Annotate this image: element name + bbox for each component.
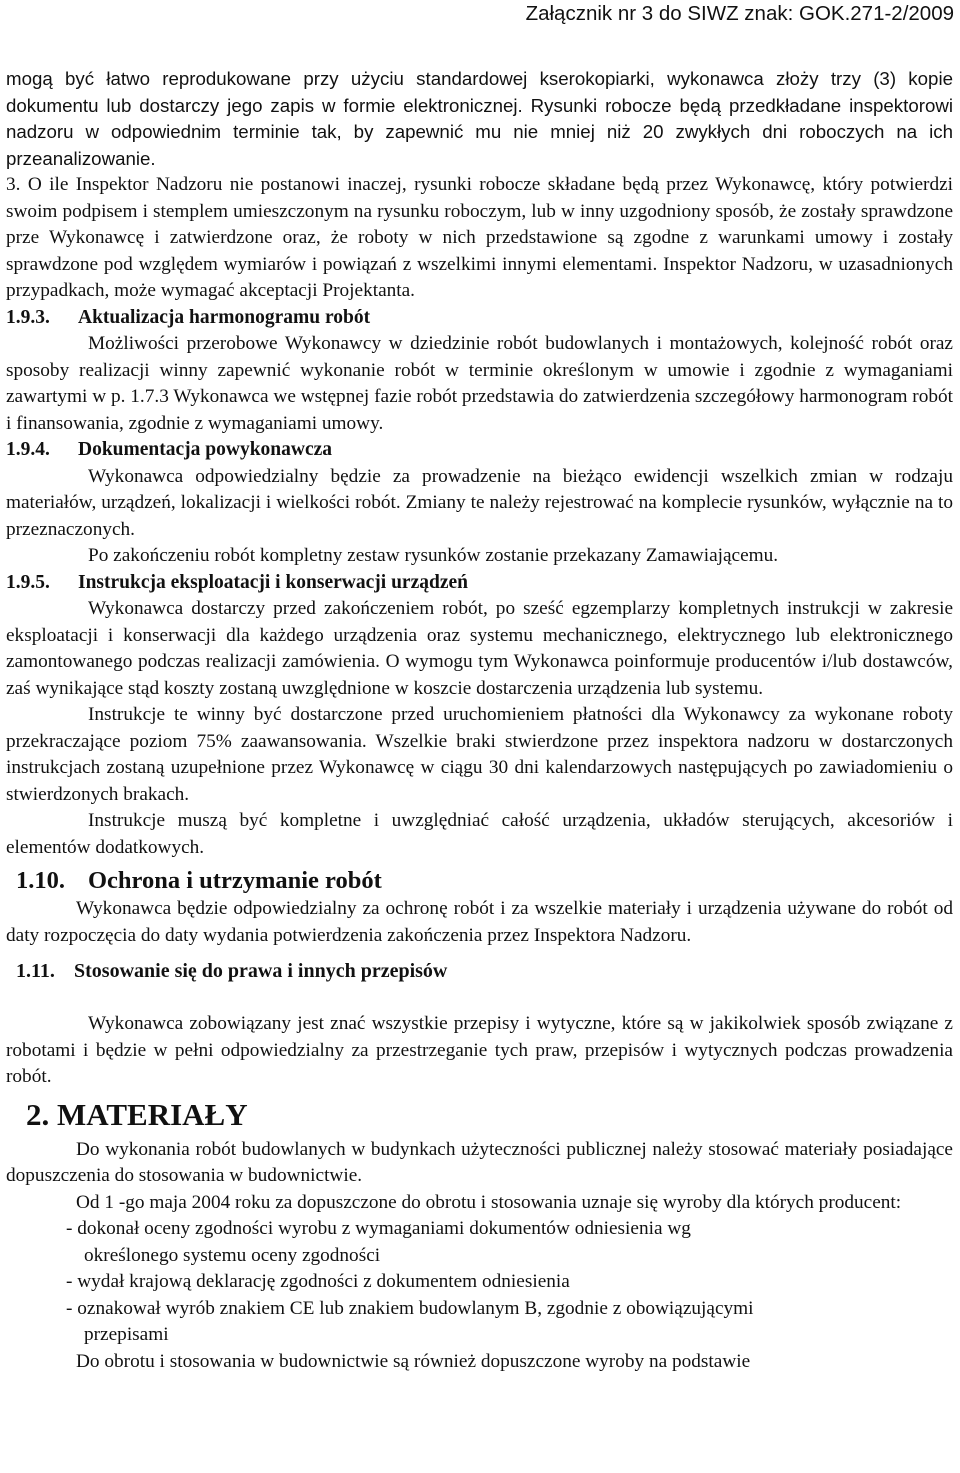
section-1-9-4-paragraph-1: Wykonawca odpowiedzialny będzie za prowadzenie na bieżąco ewidencji wszelkich zmian w rodzaju materiałów, urządzeń, lokalizacji i wielkości robót. Zmiany te należy rejestrować na komplecie rysunków, wyłącznie na to przeznaczonych. [6, 465, 953, 540]
section-number: 1.9.5. [6, 571, 50, 593]
document-body [6, 0, 953, 1375]
section-1-9-5-heading [6, 570, 953, 597]
section-title: Aktualizacja harmonogramu robót [78, 306, 371, 328]
spacer [6, 985, 953, 1011]
section-number: 1.9.3. [6, 306, 50, 328]
chapter-2-paragraph-3: Do obrotu i stosowania w budownictwie są również dopuszczone wyroby na podstawie [76, 1350, 751, 1372]
section-1-9-5-paragraph-1: Wykonawca dostarczy przed zakończeniem robót, po sześć egzemplarzy kompletnych instrukcji w zakresie eksploatacji i konserwacji dla każdego urządzenia oraz systemu mechanicznego, elektrycznego lub elektronicznego zamontowanego podczas realizacji zamówienia. O wymogu tym Wykonawca poinformuje producentów i/lub dostawców, zaś wynikające stąd koszty zostaną uwzględnione w koszcie dostarczenia urządzenia lub systemu. [6, 598, 953, 699]
point-3-text: 3. O ile Inspektor Nadzoru nie postanowi inaczej, rysunki robocze składane będą przez Wykonawcę, który potwierdzi swoim podpisem i stemplem umieszczonym na rysunku roboczym, lub w inny uzgodniony sposób, że zostały sprawdzone prze Wykonawcę i zatwierdzone oraz, że roboty w nich przedstawione są zgodne z warunkami umowy i zostały sprawdzone pod względem wymiarów i powiązań z wszelkimi innymi elementami. Inspektor Nadzoru, w uzasadnionych przypadkach, może wymagać akceptacji Projektanta. [6, 174, 953, 301]
page-header: Załącznik nr 3 do SIWZ znak: GOK.271-2/2009 [525, 2, 954, 25]
producer-requirements-list [66, 1216, 953, 1349]
section-1-9-3-heading [6, 305, 953, 332]
section-title: Dokumentacja powykonawcza [78, 439, 333, 460]
section-1-9-4-paragraph-2: Po zakończeniu robót kompletny zestaw rysunków zostanie przekazany Zamawiającemu. [88, 545, 779, 566]
section-1-9-3-paragraph: Możliwości przerobowe Wykonawcy w dziedzinie robót budowlanych i montażowych, kolejność robót oraz sposoby realizacji winny zapewnić wykonanie robót w terminie określonym w umowie i zgodnie z wymaganiami zawartymi w p. 1.7.3 Wykonawca we wstępnej fazie robót przedstawia do zatwierdzenia szczegółowy harmonogram robót i finansowania, zgodnie z wymaganiami umowy. [6, 333, 953, 434]
section-number: 1.11. [16, 960, 55, 982]
chapter-2-paragraph-2: Od 1 -go maja 2004 roku za dopuszczone do obrotu i stosowania uznaje się wyroby dla których producent: [76, 1191, 902, 1213]
section-1-10-paragraph: Wykonawca będzie odpowiedzialny za ochronę robót i za wszelkie materiały i urządzenia używane do robót od daty rozpoczęcia do daty wydania potwierdzenia zakończenia przez Inspektora Nadzoru. [6, 898, 953, 946]
section-1-10-heading [16, 865, 953, 896]
section-number: 1.10. [16, 867, 65, 894]
section-title: Stosowanie się do prawa i innych przepisów [74, 960, 448, 982]
list-item: - wydał krajową deklarację zgodności z dokumentem odniesienia [66, 1271, 570, 1292]
list-item: - oznakował wyrób znakiem CE lub znakiem budowlanym B, zgodnie z obowiązującymi [66, 1297, 754, 1319]
list-item-continuation: określonego systemu oceny zgodności [84, 1244, 381, 1266]
section-1-9-5-paragraph-2: Instrukcje te winny być dostarczone przed uruchomieniem płatności dla Wykonawcy za wykonane roboty przekraczające poziom 75% zaawansowania. Wszelkie braki stwierdzone przez inspektora nadzoru w dostarczonych instrukcjach zostaną uzupełnione przez Wykonawcę w ciągu 30 dni kalendarzowych następujących po zawiadomieniu o stwierdzonych brakach. [6, 704, 953, 805]
chapter-2-paragraph-1: Do wykonania robót budowlanych w budynkach użyteczności publicznej należy stosować materiały posiadające dopuszczenia do stosowania w budownictwie. [6, 1138, 953, 1186]
section-1-11-paragraph: Wykonawca zobowiązany jest znać wszystkie przepisy i wytyczne, które są w jakikolwiek sposób związane z robotami i będzie w pełni odpowiedzialny za przestrzeganie tych praw, przepisów i wytycznych podczas prowadzenia robót. [6, 1013, 953, 1087]
list-item-continuation: przepisami [84, 1324, 169, 1345]
section-number: 1.9.4. [6, 439, 50, 460]
chapter-2-heading: 2. MATERIAŁY [26, 1096, 248, 1132]
intro-paragraph: mogą być łatwo reprodukowane przy użyciu standardowej kserokopiarki, wykonawca złoży trzy (3) kopie dokumentu lub dostarczy jego zapis w formie elektronicznej. Rysunki robocze będą przedkładane inspektorowi nadzoru w odpowiednim terminie tak, by zapewnić mu nie mniej niż 20 zwykłych dni roboczych na ich przeanalizowanie. [6, 68, 953, 169]
point-3-paragraph [6, 172, 953, 305]
section-1-9-5-paragraph-3: Instrukcje muszą być kompletne i uwzględniać całość urządzenia, układów sterujących, akcesoriów i elementów dodatkowych. [6, 810, 953, 858]
list-item: - dokonał oceny zgodności wyrobu z wymaganiami dokumentów odniesienia wg [66, 1218, 691, 1239]
section-1-9-4-heading [6, 437, 953, 464]
section-title: Instrukcja eksploatacji i konserwacji urządzeń [78, 571, 468, 593]
section-title: Ochrona i utrzymanie robót [88, 867, 382, 894]
section-1-11-heading [16, 957, 953, 985]
